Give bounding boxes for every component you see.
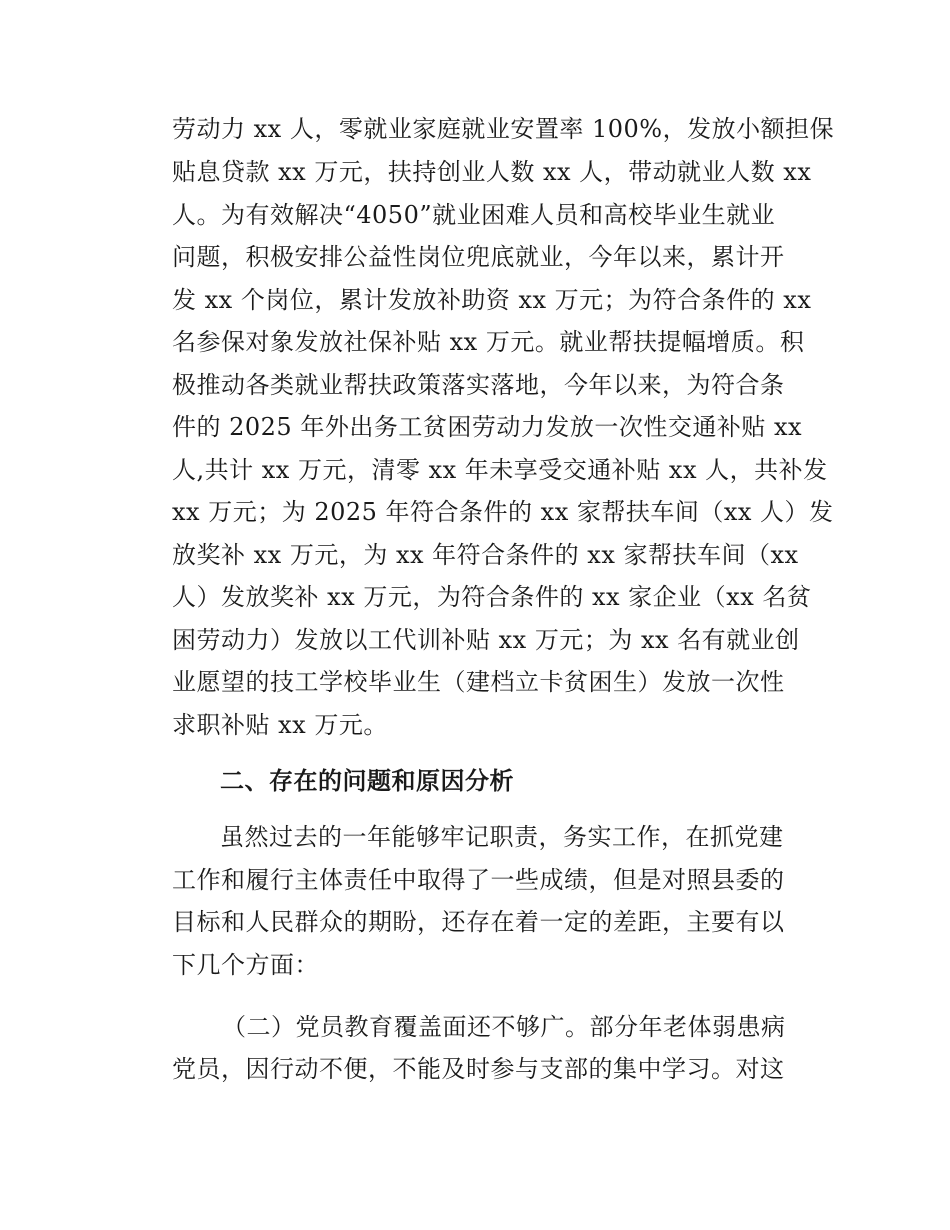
body-text-line: 人）发放奖补 xx 万元，为符合条件的 xx 家企业（xx 名贫 xyxy=(172,583,812,611)
body-text-line: xx 万元；为 2025 年符合条件的 xx 家帮扶车间（xx 人）发 xyxy=(172,498,834,526)
body-text-line: 问题，积极安排公益性岗位兜底就业，今年以来，累计开 xyxy=(172,243,785,271)
body-text-line: 虽然过去的一年能够牢记职责，务实工作，在抓党建 xyxy=(220,823,784,851)
body-text-line: 工作和履行主体责任中取得了一些成绩，但是对照县委的 xyxy=(172,866,785,894)
body-text-line: 人,共计 xx 万元，清零 xx 年未享受交通补贴 xx 人，共补发 xyxy=(172,456,828,484)
body-text-line: 件的 2025 年外出务工贫困劳动力发放一次性交通补贴 xx xyxy=(172,413,803,441)
body-text-line: 目标和人民群众的期盼，还存在着一定的差距，主要有以 xyxy=(172,908,785,936)
body-text-line: 放奖补 xx 万元，为 xx 年符合条件的 xx 家帮扶车间（xx xyxy=(172,541,799,569)
body-text-line: 贴息贷款 xx 万元，扶持创业人数 xx 人，带动就业人数 xx xyxy=(172,158,812,186)
body-text-line: 名参保对象发放社保补贴 xx 万元。就业帮扶提幅增质。积 xyxy=(172,328,805,356)
body-text-line: 劳动力 xx 人，零就业家庭就业安置率 100%，发放小额担保 xyxy=(172,115,835,143)
body-text-line: 极推动各类就业帮扶政策落实落地，今年以来，为符合条 xyxy=(172,371,785,399)
section-heading: 二、存在的问题和原因分析 xyxy=(220,767,514,795)
body-text-line: 业愿望的技工学校毕业生（建档立卡贫困生）发放一次性 xyxy=(172,668,785,696)
body-text-line: 困劳动力）发放以工代训补贴 xx 万元；为 xx 名有就业创 xyxy=(172,626,800,654)
body-text-line: 党员，因行动不便，不能及时参与支部的集中学习。对这 xyxy=(172,1055,785,1083)
body-text-line: （二）党员教育覆盖面还不够广。部分年老体弱患病 xyxy=(222,1013,786,1041)
body-text-line: 求职补贴 xx 万元。 xyxy=(172,711,388,739)
body-text-line: 发 xx 个岗位，累计发放补助资 xx 万元；为符合条件的 xx xyxy=(172,286,812,314)
body-text-line: 人。为有效解决“4050”就业困难人员和高校毕业生就业 xyxy=(172,201,776,229)
body-text-line: 下几个方面： xyxy=(172,951,319,979)
